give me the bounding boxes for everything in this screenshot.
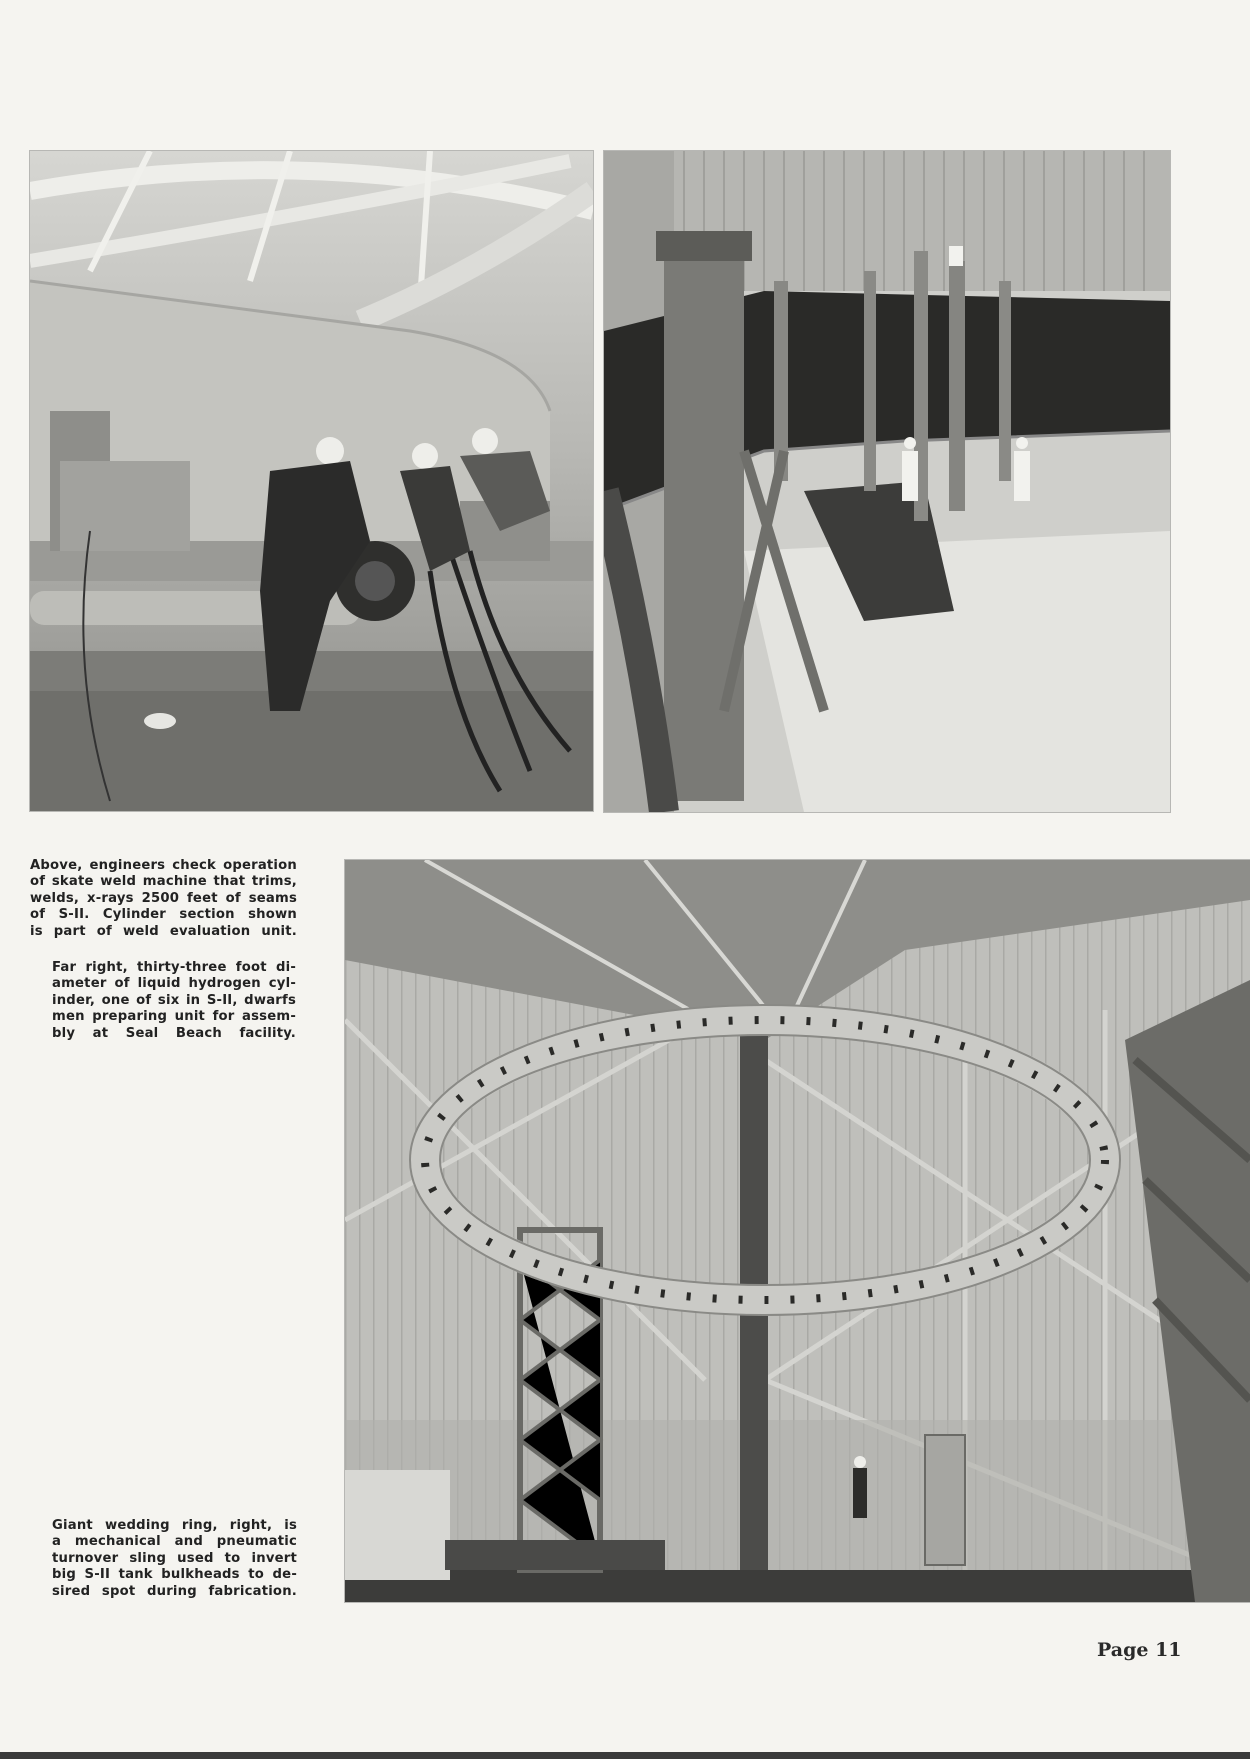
caption-line: sired spot during fabrication.	[52, 1583, 297, 1599]
hydrogen-cylinder-illustration	[604, 151, 1170, 812]
caption-line: turnover sling used to invert	[52, 1550, 297, 1566]
caption-line: big S-II tank bulkheads to de-	[52, 1567, 297, 1583]
weld-machine-illustration	[30, 151, 593, 811]
caption-line: ameter of liquid hydrogen cyl-	[52, 976, 296, 992]
photo-wedding-ring	[345, 860, 1250, 1602]
caption-line: bly at Seal Beach facility.	[52, 1025, 296, 1041]
caption-line: inder, one of six in S-II, dwarfs	[52, 992, 296, 1008]
caption-line: of skate weld machine that trims,	[30, 874, 297, 890]
caption-line: welds, x-rays 2500 feet of seams	[30, 890, 297, 906]
caption-weld-machine	[30, 858, 297, 940]
caption-line: a mechanical and pneumatic	[52, 1534, 297, 1550]
scan-bottom-edge	[0, 1752, 1250, 1759]
caption-line: Far right, thirty-three foot di-	[52, 960, 296, 975]
caption-hydrogen-cylinder	[52, 960, 296, 1042]
photo-weld-machine	[30, 151, 593, 811]
caption-line: Giant wedding ring, right, is	[52, 1518, 297, 1533]
caption-line: of S-II. Cylinder section shown	[30, 907, 297, 923]
caption-wedding-ring	[52, 1518, 297, 1600]
caption-line: is part of weld evaluation unit.	[30, 923, 297, 939]
wedding-ring-illustration	[345, 860, 1250, 1602]
photo-hydrogen-cylinder	[604, 151, 1170, 812]
caption-line: Above, engineers check operation	[30, 858, 297, 873]
page-number: Page 11	[1097, 1639, 1182, 1661]
caption-line: men preparing unit for assem-	[52, 1009, 296, 1025]
